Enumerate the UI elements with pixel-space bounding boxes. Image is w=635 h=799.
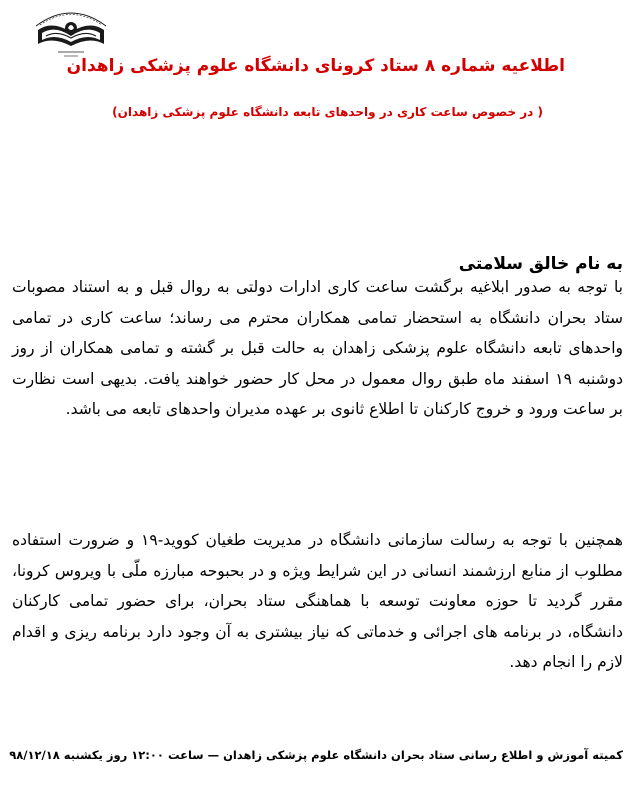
page-title: اطلاعیه شماره ۸ ستاد کرونای دانشگاه علوم پزشکی زاهدان [66,56,565,76]
body-paragraph-2: همچنین با توجه به رسالت سازمانی دانشگاه در مدیریت طغیان کووید-۱۹ و ضرورت استفاده مطلوب از منابع ارزشمند انسانی در این شرایط ویژه و در بحبوحه مبارزه ملّی با ویروس کرونا، مقرر گردید تا حوزه معاونت توسعه با هماهنگی ستاد بحران، برای حضور تمامی کارکنان دانشگاه، در برنامه های اجرائی و خدماتی که نیاز بیشتری به آن وجود دارد برنامه ریزی و اقدام لازم را انجام دهد. [12,531,623,672]
page-subtitle: ( در خصوص ساعت کاری در واحدهای تابعه دانشگاه علوم پزشکی زاهدان) [112,105,543,119]
body-paragraph-1: با توجه به صدور ابلاغیه برگشت ساعت کاری ادارات دولتی به روال قبل و به استناد مصوبات ستاد بحران دانشگاه به استحضار تمامی همکاران محترم می رساند؛ ساعت کاری در تمامی واحدهای تابعه دانشگاه علوم پزشکی زاهدان به حالت قبل بر گشته و تمامی همکاران از روز دوشنبه ۱۹ اسفند ماه طبق روال معمول در محل کار حضور خواهند یافت. بدیهی است نظارت بر ساعت ورود و خروج کارکنان تا اطلاع ثانوی بر عهده مدیران واحدهای تابعه می باشد. [12,278,623,419]
document-heading: به نام خالق سلامتی [458,254,623,274]
footer-signature: کمیته آموزش و اطلاع رسانی ستاد بحران دانشگاه علوم پزشکی زاهدان — ساعت ۱۲:۰۰ روز یکشنبه ۹۸/۱۲/۱۸ [9,748,623,762]
